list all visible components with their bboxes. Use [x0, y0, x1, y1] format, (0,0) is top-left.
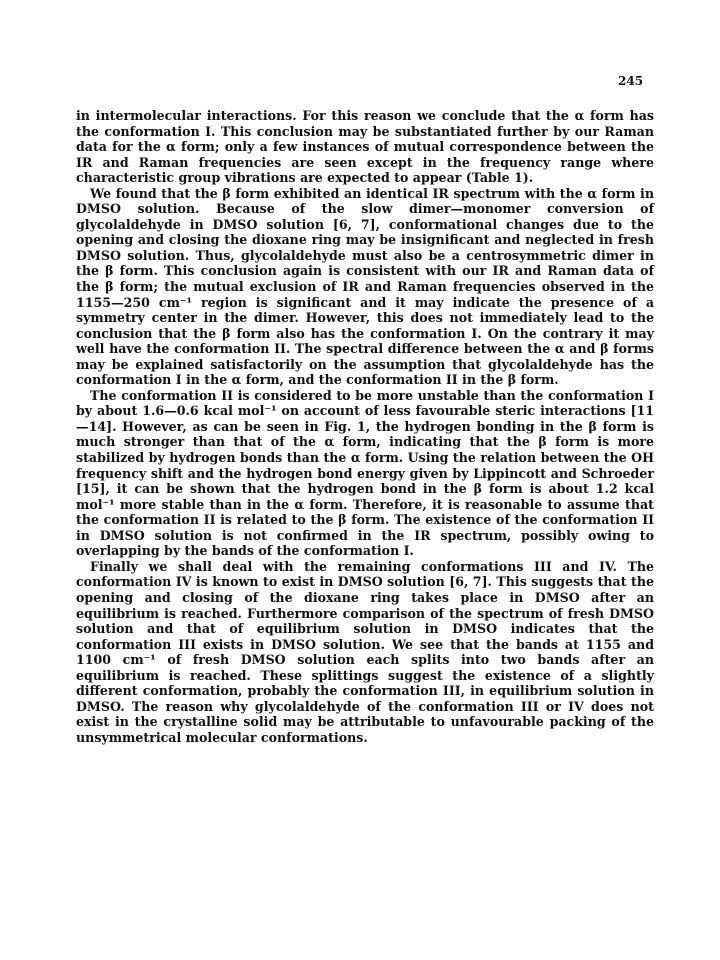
page-number: 245 — [618, 74, 644, 88]
paragraph-2: We found that the β form exhibited an identical IR spectrum with the α form in DMSO solution. Because of the slow dimer—monomer conversion of glycolaldehyde in DMSO solution [6, 7], conformational changes due to the opening and closing the dioxane ring may be insignificant and neglected in fresh DMSO solution. Thus, glycolaldehyde must also be a centrosymmetric dimer in the β form. This conclusion again is consistent with our IR and Raman data of the β form; the mutual exclusion of IR and Raman frequencies observed in the 1155—250 cm⁻¹ region is significant and it may indicate the presence of a symmetry center in the dimer. However, this does not immediately lead to the conclusion that the β form also has the conformation I. On the contrary it may well have the conformation II. The spectral difference between the α and β forms may be explained satisfactorily on the assumption that glycolaldehyde has the conformation I in the α form, and the conformation II in the β form. — [76, 185, 654, 388]
paragraph-1: in intermolecular interactions. For this reason we conclude that the α form has the conformation I. This conclusion may be substantiated further by our Raman data for the α form; only a few instances of mutual correspondence between the IR and Raman frequencies are seen except in the frequency range where characteristic group vibrations are expected to appear (Table 1). — [76, 108, 654, 186]
body-text — [76, 108, 654, 745]
paragraph-4: Finally we shall deal with the remaining conformations III and IV. The conformation IV is known to exist in DMSO solution [6, 7]. This suggests that the opening and closing of the dioxane ring takes place in DMSO after an equilibrium is reached. Furthermore comparison of the spectrum of fresh DMSO solution and that of equilibrium solution in DMSO indicates that the conformation III exists in DMSO solution. We see that the bands at 1155 and 1100 cm⁻¹ of fresh DMSO solution each splits into two bands after an equilibrium is reached. These splittings suggest the existence of a slightly different conformation, probably the conformation III, in equilibrium solution in DMSO. The reason why glycolaldehyde of the conformation III or IV does not exist in the crystalline solid may be attributable to unfavourable packing of the unsymmetrical molecular conformations. — [76, 558, 654, 745]
paragraph-3: The conformation II is considered to be more unstable than the conformation I by about 1.6—0.6 kcal mol⁻¹ on account of less favourable steric interactions [11—14]. However, as can be seen in Fig. 1, the hydrogen bonding in the β form is much stronger than that of the α form, indicating that the β form is more stabilized by hydrogen bonds than the α form. Using the relation between the OH frequency shift and the hydrogen bond energy given by Lippincott and Schroeder [15], it can be shown that the hydrogen bond in the β form is about 1.2 kcal mol⁻¹ more stable than in the α form. Therefore, it is reasonable to assume that the conformation II is related to the β form. The existence of the conformation II in DMSO solution is not confirmed in the IR spectrum, possibly owing to overlapping by the bands of the conformation I. — [76, 387, 654, 559]
